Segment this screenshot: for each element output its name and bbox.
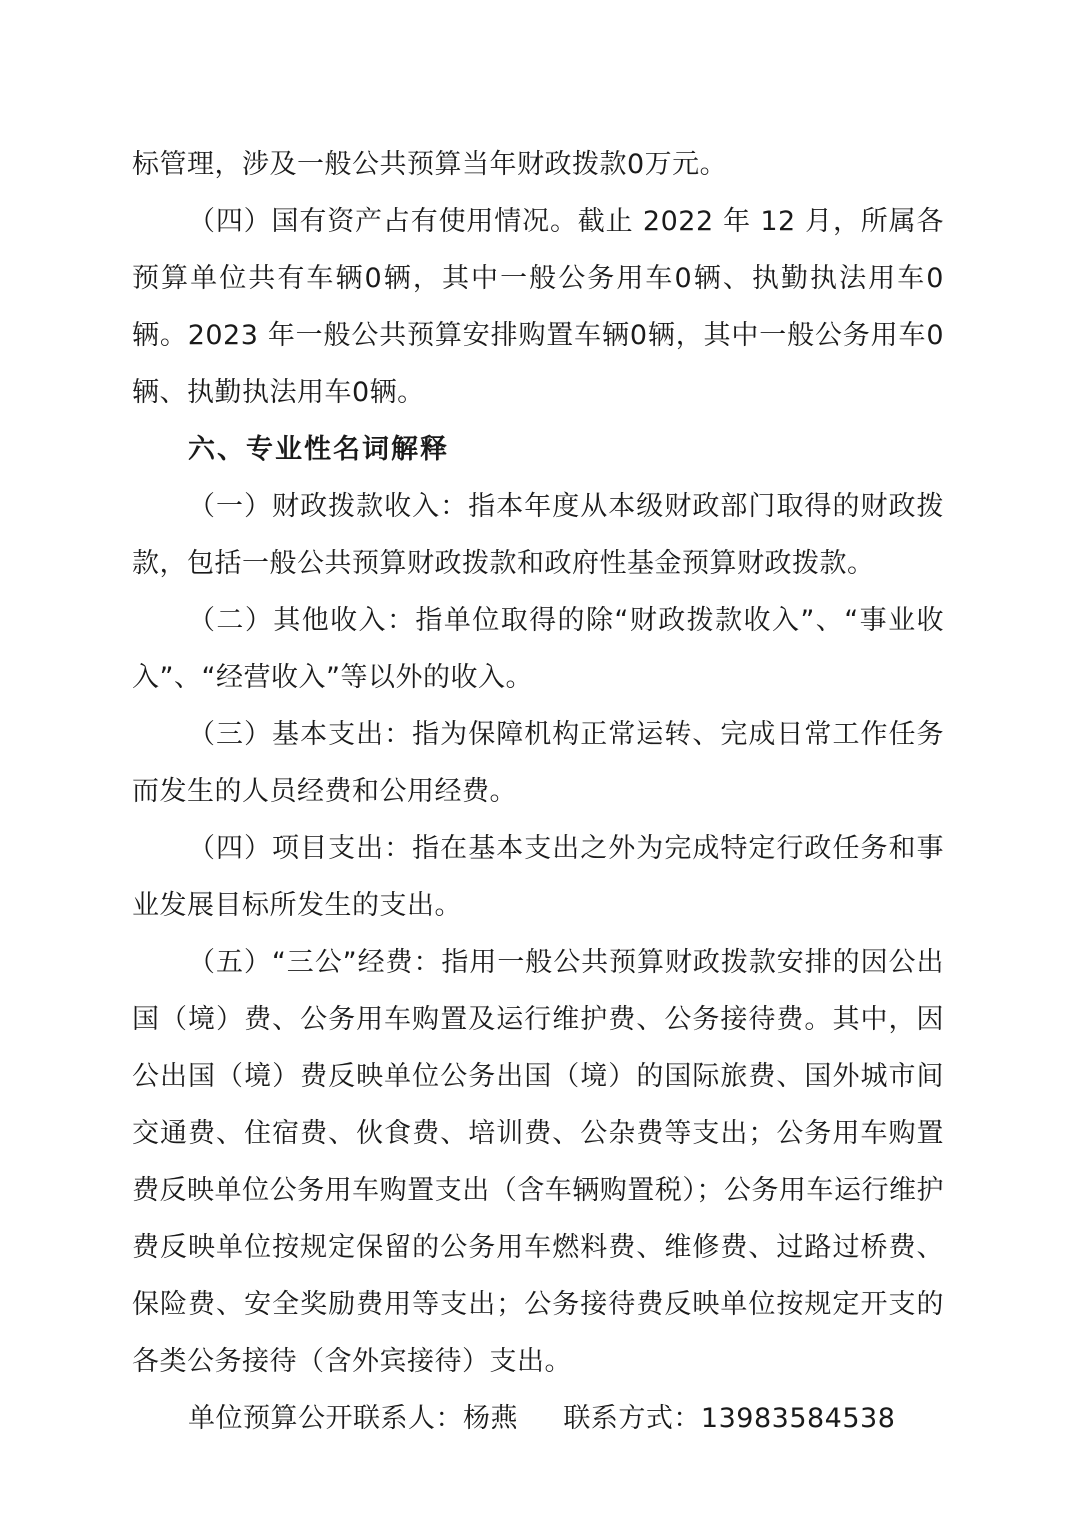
contact-phone: 联系方式：13983584538 [563, 1403, 896, 1434]
state-assets-paragraph: （四）国有资产占有使用情况。截止 2022 年 12 月，所属各预算单位共有车辆0辆，其中一般公务用车0辆、执勤执法用车0辆。2023 年一般公共预算安排购置车辆0辆，其中一般公务用车0辆、执勤执法用车0辆。 [132, 206, 944, 408]
contact-person: 单位预算公开联系人：杨燕 [188, 1403, 518, 1434]
definition-fiscal-appropriation: （一）财政拨款收入：指本年度从本级财政部门取得的财政拨款，包括一般公共预算财政拨款和政府性基金预算财政拨款。 [132, 491, 944, 579]
section-heading: 六、专业性名词解释 [188, 434, 449, 465]
definition-basic-expenditure: （三）基本支出：指为保障机构正常运转、完成日常工作任务而发生的人员经费和公用经费。 [132, 719, 944, 807]
document-page [132, 136, 944, 1447]
continuation-paragraph: 标管理，涉及一般公共预算当年财政拨款0万元。 [132, 149, 728, 180]
definition-other-income: （二）其他收入：指单位取得的除“财政拨款收入”、“事业收入”、“经营收入”等以外的收入。 [132, 605, 944, 693]
definition-project-expenditure: （四）项目支出：指在基本支出之外为完成特定行政任务和事业发展目标所发生的支出。 [132, 833, 944, 921]
definition-three-public-expenses: （五）“三公”经费：指用一般公共预算财政拨款安排的因公出国（境）费、公务用车购置及运行维护费、公务接待费。其中，因公出国（境）费反映单位公务出国（境）的国际旅费、国外城市间交通费、住宿费、伙食费、培训费、公杂费等支出；公务用车购置费反映单位公务用车购置支出（含车辆购置税）；公务用车运行维护费反映单位按规定保留的公务用车燃料费、维修费、过路过桥费、保险费、安全奖励费用等支出；公务接待费反映单位按规定开支的各类公务接待（含外宾接待）支出。 [132, 947, 944, 1377]
contact-line [132, 1390, 944, 1447]
